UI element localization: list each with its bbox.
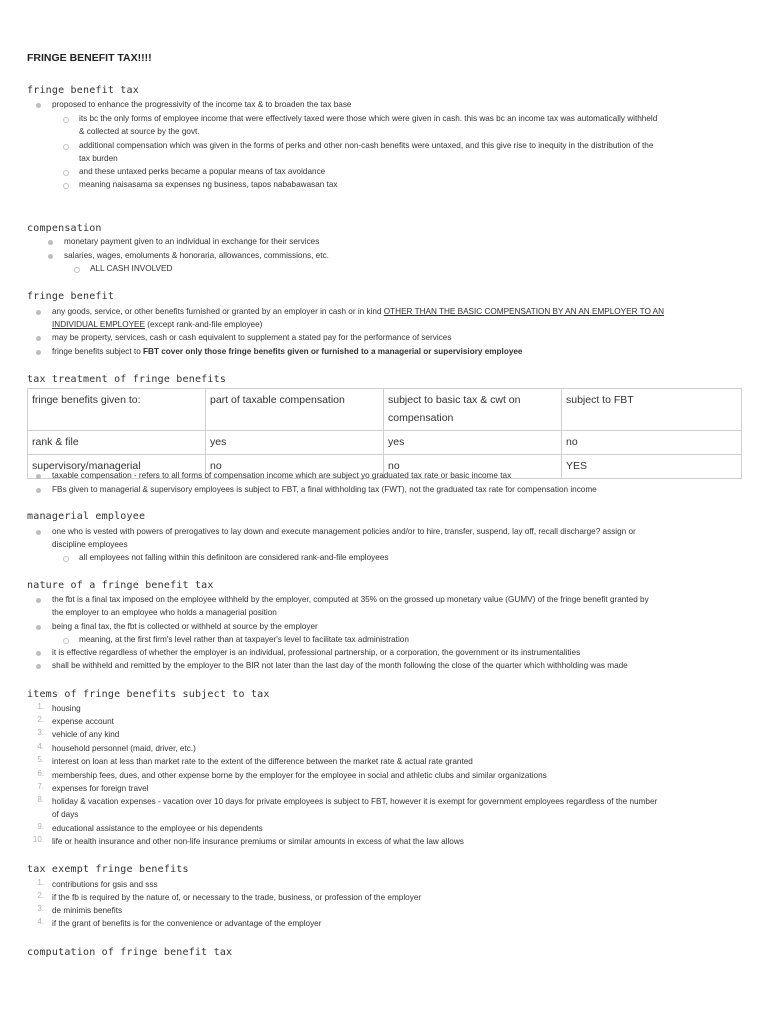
- table-cell: rank & file: [28, 431, 206, 455]
- tax-treatment-table: [27, 388, 742, 479]
- sub-bullet-item: ALL CASH INVOLVED: [90, 264, 173, 273]
- bullet-item: proposed to enhance the progressivity of the income tax & to broaden the tax base: [52, 100, 352, 109]
- list-number: 9.: [37, 822, 44, 831]
- table-row: [28, 431, 742, 455]
- heading-nature-of-fbt: nature of a fringe benefit tax: [27, 580, 214, 591]
- list-number: 1.: [37, 878, 44, 887]
- numbered-item: household personnel (maid, driver, etc.): [52, 744, 196, 753]
- list-number: 4.: [37, 742, 44, 751]
- bullet-item: taxable compensation - refers to all forms of compensation income which are subject yo graduated tax rate or basic income tax: [52, 471, 512, 480]
- numbered-item: life or health insurance and other non-life insurance premiums or similar amounts in excess of what the law allows: [52, 837, 464, 846]
- table-cell: yes: [384, 431, 562, 455]
- numbered-item: expense account: [52, 717, 114, 726]
- heading-fringe-benefit: fringe benefit: [27, 291, 115, 302]
- heading-compensation: compensation: [27, 223, 102, 234]
- table-cell: no: [206, 455, 384, 479]
- list-number: 6.: [37, 769, 44, 778]
- list-number: 4.: [37, 917, 44, 926]
- bullet-item: FBs given to managerial & supervisory employees is subject to FBT, a final withholding tax (FWT), not the graduated tax rate for compensation income: [52, 485, 597, 494]
- bold-text: FBT cover only those fringe benefits given or furnished to a managerial or supervisiory employee: [143, 347, 523, 356]
- sub-bullet-item: additional compensation which was given in the forms of perks and other non-cash benefits were untaxed, and this give rise to inequity in the distribution of the: [79, 141, 654, 150]
- bullet-item: shall be withheld and remitted by the employer to the BIR not later than the last day of the month following the close of the quarter which withholding was made: [52, 661, 628, 670]
- sub-bullet-continuation: tax burden: [79, 154, 118, 163]
- table-header-row: [28, 389, 742, 431]
- bullet-item: being a final tax, the fbt is collected or withheld at source by the employer: [52, 622, 318, 631]
- heading-items-subject-to-tax: items of fringe benefits subject to tax: [27, 689, 270, 700]
- sub-bullet-item: its bc the only forms of employee income that were effectively taxed were those which were given in cash. this was bc an income tax was automatically withheld: [79, 114, 658, 123]
- list-number: 2.: [37, 891, 44, 900]
- table-cell: supervisory/managerial: [28, 455, 206, 479]
- table-cell: yes: [206, 431, 384, 455]
- heading-fringe-benefit-tax: fringe benefit tax: [27, 85, 139, 96]
- bullet-text: (except rank-and-file employee): [144, 320, 263, 329]
- numbered-item-continuation: of days: [52, 810, 79, 819]
- numbered-item: expenses for foreign travel: [52, 784, 149, 793]
- list-number: 2.: [37, 715, 44, 724]
- heading-tax-treatment: tax treatment of fringe benefits: [27, 374, 227, 385]
- bullet-continuation: the employer to an employee who holds a managerial position: [52, 608, 277, 617]
- underlined-text: OTHER THAN THE BASIC COMPENSATION BY AN AN EMPLOYER TO AN: [383, 307, 665, 316]
- numbered-item: housing: [52, 704, 81, 713]
- list-number: 1.: [37, 702, 44, 711]
- heading-computation: computation of fringe benefit tax: [27, 947, 233, 958]
- bullet-item: may be property, services, cash or cash equivalent to supplement a stated pay for the performance of services: [52, 333, 452, 342]
- numbered-item: if the fb is required by the nature of, or necessary to the trade, business, or profession of the employer: [52, 893, 422, 902]
- list-number: 7.: [37, 782, 44, 791]
- sub-bullet-item: all employees not falling within this definitoon are considered rank-and-file employees: [79, 553, 389, 562]
- table-cell: no: [384, 455, 562, 479]
- numbered-item: if the grant of benefits is for the convenience or advantage of the employer: [52, 919, 322, 928]
- list-number: 3.: [37, 728, 44, 737]
- numbered-item: interest on loan at less than market rate to the extent of the difference between the market rate & actual rate granted: [52, 757, 473, 766]
- bullet-text: fringe benefits subject to: [52, 347, 144, 356]
- bullet-item: one who is vested with powers of prerogatives to lay down and execute management policies and/or to hire, transfer, suspend, lay off, recall discharge? assign or: [52, 527, 636, 536]
- numbered-item: de minimis benefits: [52, 906, 123, 915]
- list-number: 3.: [37, 904, 44, 913]
- numbered-item: vehicle of any kind: [52, 730, 120, 739]
- numbered-item: contributions for gsis and sss: [52, 880, 158, 889]
- bullet-continuation: discipline employees: [52, 540, 128, 549]
- underlined-text: INDIVIDUAL EMPLOYEE: [52, 320, 145, 329]
- table-header-cell: subject to basic tax & cwt on compensation: [384, 389, 562, 431]
- heading-managerial-employee: managerial employee: [27, 511, 146, 522]
- bullet-item: monetary payment given to an individual in exchange for their services: [64, 237, 320, 246]
- table-header-cell: part of taxable compensation: [206, 389, 384, 431]
- list-number: 5.: [37, 755, 44, 764]
- numbered-item: membership fees, dues, and other expense borne by the employer for the employee in social and athletic clubs and similar organizations: [52, 771, 547, 780]
- bullet-item: [52, 305, 664, 318]
- sub-bullet-item: and these untaxed perks became a popular means of tax avoidance: [79, 167, 326, 176]
- bullet-item: salaries, wages, emoluments & honoraria, allowances, commissions, etc.: [64, 251, 329, 260]
- table-header-cell: fringe benefits given to:: [28, 389, 206, 431]
- numbered-item: holiday & vacation expenses - vacation over 10 days for private employees is subject to FBT, however it is exempt for government employees regardless of the number: [52, 797, 658, 806]
- list-number: 8.: [37, 795, 44, 804]
- bullet-item: it is effective regardless of whether the employer is an individual, professional partnership, or a corporation, the government or its instrumentalities: [52, 648, 581, 657]
- sub-bullet-continuation: & collected at source by the govt.: [79, 127, 200, 136]
- bullet-item: the fbt is a final tax imposed on the employee withheld by the employer, computed at 35% on the grossed up monetary value (GUMV) of the fringe benefit granted by: [52, 595, 649, 604]
- table-cell: no: [562, 431, 742, 455]
- heading-tax-exempt: tax exempt fringe benefits: [27, 864, 189, 875]
- table-cell: YES: [562, 455, 742, 479]
- bullet-text: any goods, service, or other benefits furnished or granted by an employer in cash or in kind: [52, 307, 384, 316]
- list-number: 10.: [32, 835, 44, 844]
- table-header-cell: subject to FBT: [562, 389, 742, 431]
- page-title: FRINGE BENEFIT TAX!!!!: [27, 52, 152, 64]
- bullet-continuation: [52, 318, 262, 331]
- sub-bullet-item: meaning naisasama sa expenses ng business, tapos nababawasan tax: [79, 180, 338, 189]
- numbered-item: educational assistance to the employee or his dependents: [52, 824, 263, 833]
- sub-bullet-item: meaning, at the first firm's level rather than at taxpayer's level to facilitate tax administration: [79, 635, 409, 644]
- bullet-item: [52, 345, 522, 358]
